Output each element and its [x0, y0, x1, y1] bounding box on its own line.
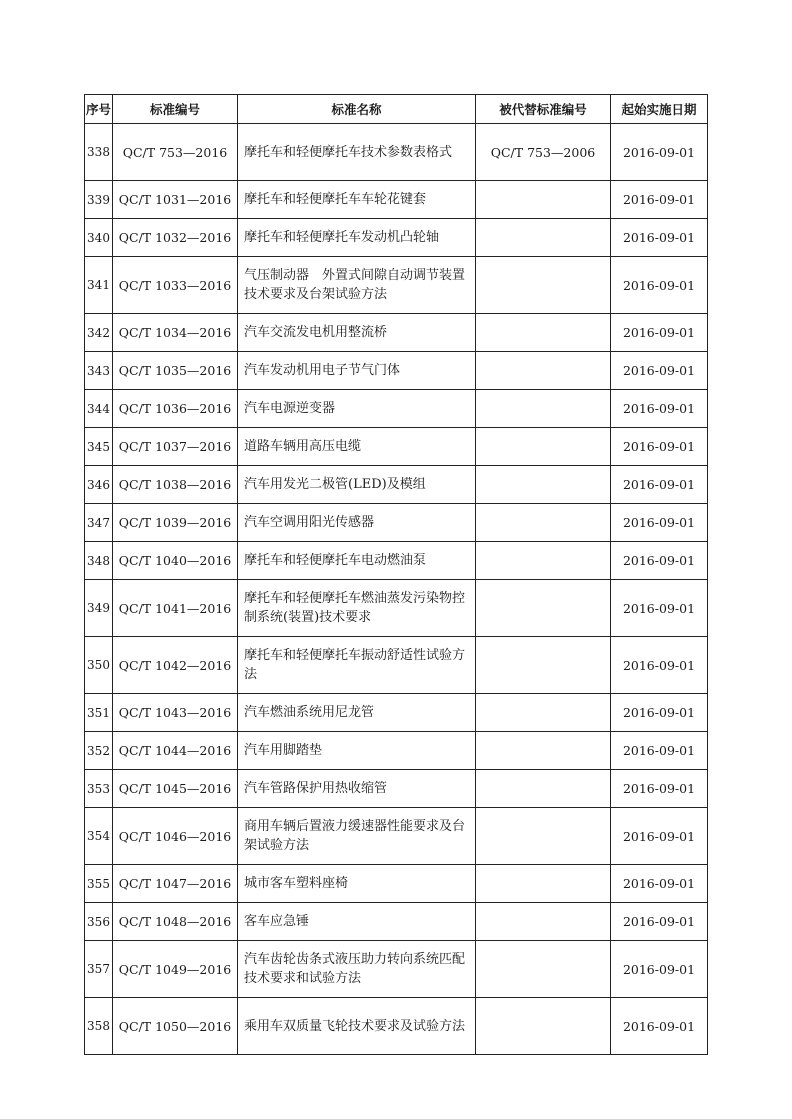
table-body: [85, 124, 708, 1055]
serial-no-cell: 351: [85, 694, 113, 732]
standard-name-cell: 汽车齿轮齿条式液压助力转向系统匹配技术要求和试验方法: [238, 941, 476, 998]
standard-name-cell: 汽车用发光二极管(LED)及模组: [238, 466, 476, 504]
standard-name-cell: 汽车用脚踏垫: [238, 732, 476, 770]
replaced-code-cell: [476, 428, 611, 466]
effective-date-cell: 2016-09-01: [611, 903, 708, 941]
table-row: [85, 732, 708, 770]
standard-code-cell: QC/T 1047—2016: [113, 865, 238, 903]
standard-name-cell: 汽车电源逆变器: [238, 390, 476, 428]
replaced-code-cell: [476, 390, 611, 428]
table-row: [85, 219, 708, 257]
effective-date-cell: 2016-09-01: [611, 466, 708, 504]
effective-date-cell: 2016-09-01: [611, 390, 708, 428]
standard-code-cell: QC/T 1039—2016: [113, 504, 238, 542]
replaced-code-cell: [476, 466, 611, 504]
standard-code-cell: QC/T 1040—2016: [113, 542, 238, 580]
table-row: [85, 352, 708, 390]
replaced-code-cell: [476, 580, 611, 637]
serial-no-cell: 341: [85, 257, 113, 314]
serial-no-cell: 339: [85, 181, 113, 219]
header-effective-date: 起始实施日期: [611, 95, 708, 124]
standard-name-cell: 汽车燃油系统用尼龙管: [238, 694, 476, 732]
replaced-code-cell: [476, 903, 611, 941]
standard-code-cell: QC/T 1032—2016: [113, 219, 238, 257]
serial-no-cell: 350: [85, 637, 113, 694]
table-row: [85, 542, 708, 580]
standard-name-cell: 道路车辆用高压电缆: [238, 428, 476, 466]
standard-code-cell: QC/T 1033—2016: [113, 257, 238, 314]
replaced-code-cell: [476, 941, 611, 998]
replaced-code-cell: [476, 181, 611, 219]
replaced-code-cell: [476, 219, 611, 257]
standard-code-cell: QC/T 753—2016: [113, 124, 238, 181]
replaced-code-cell: [476, 865, 611, 903]
standard-name-cell: 摩托车和轻便摩托车技术参数表格式: [238, 124, 476, 181]
replaced-code-cell: QC/T 753—2006: [476, 124, 611, 181]
serial-no-cell: 340: [85, 219, 113, 257]
table-row: [85, 257, 708, 314]
table-row: [85, 903, 708, 941]
effective-date-cell: 2016-09-01: [611, 124, 708, 181]
standard-name-cell: 汽车交流发电机用整流桥: [238, 314, 476, 352]
table-row: [85, 770, 708, 808]
standard-code-cell: QC/T 1045—2016: [113, 770, 238, 808]
serial-no-cell: 356: [85, 903, 113, 941]
serial-no-cell: 348: [85, 542, 113, 580]
effective-date-cell: 2016-09-01: [611, 732, 708, 770]
standard-name-cell: 汽车空调用阳光传感器: [238, 504, 476, 542]
table-row: [85, 124, 708, 181]
serial-no-cell: 354: [85, 808, 113, 865]
standard-name-cell: 乘用车双质量飞轮技术要求及试验方法: [238, 998, 476, 1055]
standard-name-cell: 气压制动器 外置式间隙自动调节装置技术要求及台架试验方法: [238, 257, 476, 314]
header-standard-code: 标准编号: [113, 95, 238, 124]
standard-name-cell: 摩托车和轻便摩托车燃油蒸发污染物控制系统(装置)技术要求: [238, 580, 476, 637]
effective-date-cell: 2016-09-01: [611, 770, 708, 808]
standard-name-cell: 摩托车和轻便摩托车振动舒适性试验方法: [238, 637, 476, 694]
effective-date-cell: 2016-09-01: [611, 998, 708, 1055]
standard-name-cell: 汽车发动机用电子节气门体: [238, 352, 476, 390]
table-row: [85, 865, 708, 903]
replaced-code-cell: [476, 352, 611, 390]
serial-no-cell: 343: [85, 352, 113, 390]
standard-code-cell: QC/T 1035—2016: [113, 352, 238, 390]
standard-name-cell: 摩托车和轻便摩托车电动燃油泵: [238, 542, 476, 580]
effective-date-cell: 2016-09-01: [611, 808, 708, 865]
table-header-row: [85, 95, 708, 124]
effective-date-cell: 2016-09-01: [611, 504, 708, 542]
standard-name-cell: 商用车辆后置液力缓速器性能要求及台架试验方法: [238, 808, 476, 865]
standard-code-cell: QC/T 1038—2016: [113, 466, 238, 504]
table-row: [85, 808, 708, 865]
standard-name-cell: 摩托车和轻便摩托车车轮花键套: [238, 181, 476, 219]
standard-name-cell: 汽车管路保护用热收缩管: [238, 770, 476, 808]
replaced-code-cell: [476, 694, 611, 732]
effective-date-cell: 2016-09-01: [611, 865, 708, 903]
serial-no-cell: 342: [85, 314, 113, 352]
replaced-code-cell: [476, 998, 611, 1055]
standard-code-cell: QC/T 1043—2016: [113, 694, 238, 732]
standard-code-cell: QC/T 1049—2016: [113, 941, 238, 998]
table-row: [85, 694, 708, 732]
effective-date-cell: 2016-09-01: [611, 580, 708, 637]
replaced-code-cell: [476, 542, 611, 580]
effective-date-cell: 2016-09-01: [611, 694, 708, 732]
serial-no-cell: 347: [85, 504, 113, 542]
serial-no-cell: 346: [85, 466, 113, 504]
standard-code-cell: QC/T 1050—2016: [113, 998, 238, 1055]
replaced-code-cell: [476, 504, 611, 542]
effective-date-cell: 2016-09-01: [611, 941, 708, 998]
standard-code-cell: QC/T 1034—2016: [113, 314, 238, 352]
serial-no-cell: 353: [85, 770, 113, 808]
serial-no-cell: 338: [85, 124, 113, 181]
replaced-code-cell: [476, 257, 611, 314]
serial-no-cell: 357: [85, 941, 113, 998]
effective-date-cell: 2016-09-01: [611, 314, 708, 352]
effective-date-cell: 2016-09-01: [611, 542, 708, 580]
header-serial-no: 序号: [85, 95, 113, 124]
serial-no-cell: 352: [85, 732, 113, 770]
standard-code-cell: QC/T 1044—2016: [113, 732, 238, 770]
replaced-code-cell: [476, 732, 611, 770]
table-row: [85, 390, 708, 428]
table-row: [85, 428, 708, 466]
table-row: [85, 998, 708, 1055]
standards-table: [84, 94, 708, 1055]
replaced-code-cell: [476, 314, 611, 352]
standard-code-cell: QC/T 1046—2016: [113, 808, 238, 865]
standard-code-cell: QC/T 1036—2016: [113, 390, 238, 428]
effective-date-cell: 2016-09-01: [611, 219, 708, 257]
serial-no-cell: 355: [85, 865, 113, 903]
standard-name-cell: 城市客车塑料座椅: [238, 865, 476, 903]
effective-date-cell: 2016-09-01: [611, 428, 708, 466]
serial-no-cell: 344: [85, 390, 113, 428]
effective-date-cell: 2016-09-01: [611, 352, 708, 390]
table-row: [85, 181, 708, 219]
replaced-code-cell: [476, 637, 611, 694]
table-row: [85, 504, 708, 542]
table-row: [85, 466, 708, 504]
serial-no-cell: 345: [85, 428, 113, 466]
standard-name-cell: 摩托车和轻便摩托车发动机凸轮轴: [238, 219, 476, 257]
serial-no-cell: 349: [85, 580, 113, 637]
serial-no-cell: 358: [85, 998, 113, 1055]
header-standard-name: 标准名称: [238, 95, 476, 124]
effective-date-cell: 2016-09-01: [611, 637, 708, 694]
replaced-code-cell: [476, 770, 611, 808]
standard-code-cell: QC/T 1042—2016: [113, 637, 238, 694]
header-replaced-code: 被代替标准编号: [476, 95, 611, 124]
standard-code-cell: QC/T 1037—2016: [113, 428, 238, 466]
table-row: [85, 314, 708, 352]
table-row: [85, 637, 708, 694]
replaced-code-cell: [476, 808, 611, 865]
effective-date-cell: 2016-09-01: [611, 181, 708, 219]
standard-code-cell: QC/T 1041—2016: [113, 580, 238, 637]
standards-table-page: [84, 94, 707, 1055]
table-row: [85, 941, 708, 998]
standard-name-cell: 客车应急锤: [238, 903, 476, 941]
table-row: [85, 580, 708, 637]
standard-code-cell: QC/T 1048—2016: [113, 903, 238, 941]
effective-date-cell: 2016-09-01: [611, 257, 708, 314]
standard-code-cell: QC/T 1031—2016: [113, 181, 238, 219]
